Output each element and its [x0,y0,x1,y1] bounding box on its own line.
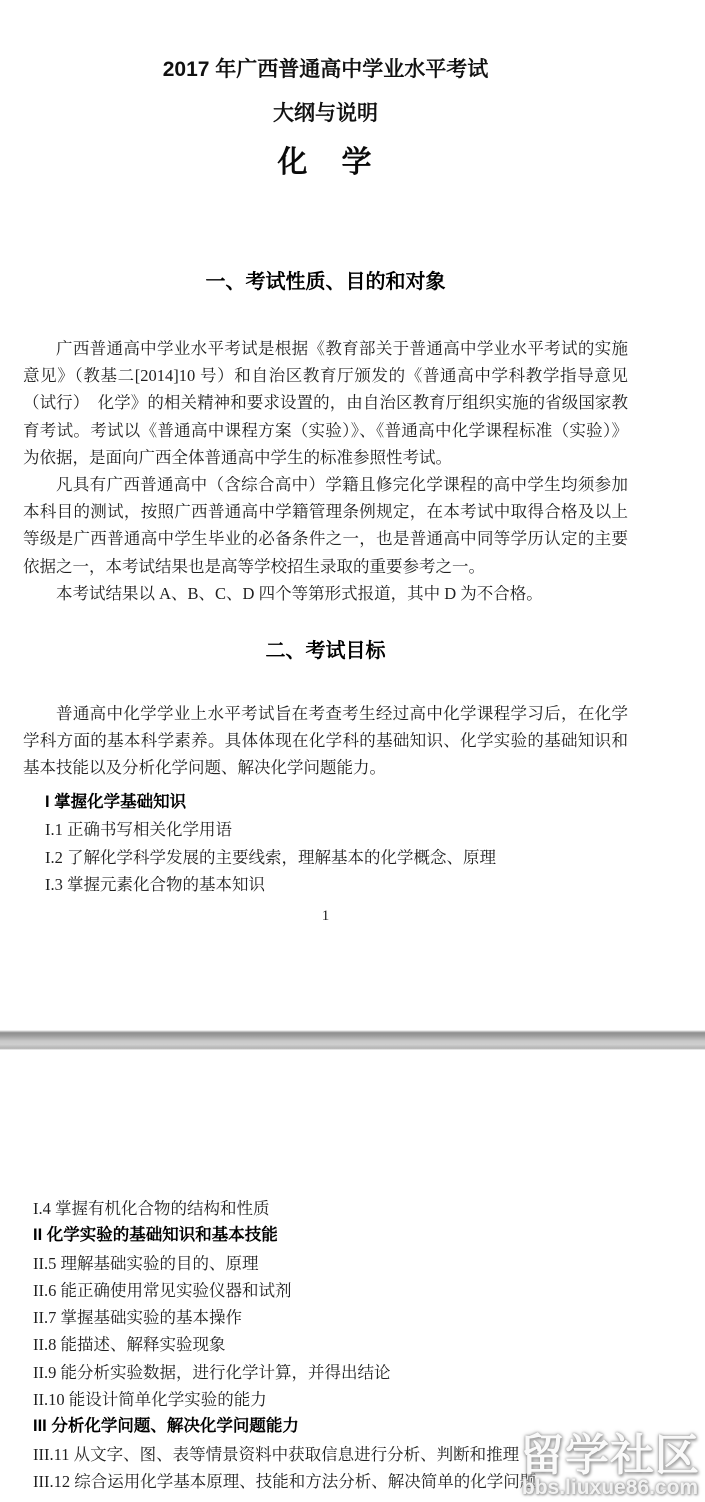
outline-item: II.8 能描述、解释实验现象 [33,1335,226,1355]
page-separator-bar [0,1030,705,1050]
section1-body [23,335,628,607]
outline-item: II.7 掌握基础实验的基本操作 [33,1308,242,1328]
outline-item: I.4 掌握有机化合物的结构和性质 [33,1199,270,1218]
outline-item: II.10 能设计简单化学实验的能力 [33,1390,267,1410]
outline-item: I.2 了解化学科学发展的主要线索，理解基本的化学概念、原理 [45,847,496,867]
paragraph: 凡具有广西普通高中（含综合高中）学籍且修完化学课程的高中学生均须参加本科目的测试，按照广西普通高中学籍管理条例规定，在本考试中取得合格及以上等级是广西普通高中学生毕业的必备条件之一，也是普通高中同等学历认定的主要依据之一，本考试结果也是高等学校招生录取的重要参考之一。 [23,475,628,576]
outline-item: III.11 从文字、图、表等情景资料中获取信息进行分析、判断和推理 [33,1444,520,1464]
paragraph: 广西普通高中学业水平考试是根据《教育部关于普通高中学业水平考试的实施意见》（教基二[2014]10 号）和自治区教育厅颁发的《普通高中学科教学指导意见（试行） 化学》的相关精神和要求设置的，由自治区教育厅组织实施的省级国家教育考试。考试以《普通高中课程方案（实验）》、《普通高中化学课程标准（实验）》为依据，是面向广西全体普通高中学生的标准参照性考试。 [23,339,628,467]
outline-item: III 分析化学问题、解决化学问题能力 [33,1417,299,1436]
section2-body [23,700,628,782]
page-number: 1 [321,907,330,924]
watermark-site-name: 留学社区 [520,1431,700,1480]
exam-objectives-outline-page1 [23,789,628,899]
outline-item: II.6 能正确使用常见实验仪器和试剂 [33,1280,292,1300]
outline-item: I.3 掌握元素化合物的基本知识 [45,875,265,895]
section2-heading: 二、考试目标 [265,640,386,663]
paragraph: 本考试结果以 A、B、C、D 四个等第形式报道，其中 D 为不合格。 [56,583,543,603]
outline-item: II.5 理解基础实验的目的、原理 [33,1253,259,1273]
paragraph: 普通高中化学学业上水平考试旨在考查考生经过高中化学课程学习后，在化学学科方面的基本科学素养。具体体现在化学科的基础知识、化学实验的基础知识和基本技能以及分析化学问题、解决化学问题能力。 [23,704,628,778]
document-page-2 [0,1050,705,1502]
doc-title-line2: 大纲与说明 [273,102,378,125]
outline-item: II 化学实验的基础知识和基本技能 [33,1226,278,1245]
exam-objectives-outline-page2 [33,1195,705,1495]
watermark-site-url: bbs.liuxue86.com [521,1476,699,1499]
outline-item: I.1 正确书写相关化学用语 [45,820,232,840]
outline-item: II.9 能分析实验数据，进行化学计算，并得出结论 [33,1362,391,1382]
outline-item: I 掌握化学基础知识 [45,792,187,811]
outline-item: III.12 综合运用化学基本原理、技能和方法分析、解决简单的化学问题 [33,1471,537,1491]
doc-title-line1: 2017 年广西普通高中学业水平考试 [162,58,489,81]
subject-title: 化 学 [277,146,374,179]
section1-heading: 一、考试性质、目的和对象 [205,271,446,293]
